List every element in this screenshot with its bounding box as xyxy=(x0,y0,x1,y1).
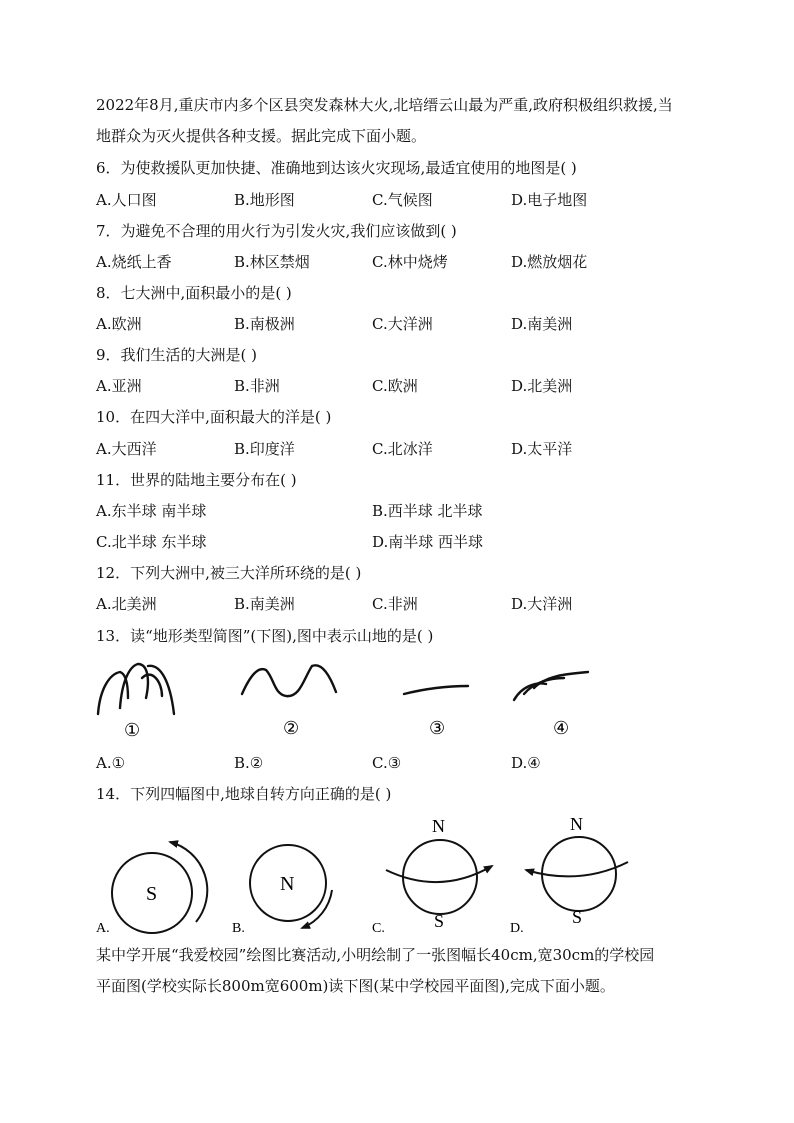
q7-option-c[interactable]: C.林中烧烤 xyxy=(372,253,448,271)
terrain-label-3: ③ xyxy=(429,718,446,738)
rotation-figure-b xyxy=(232,845,332,936)
passage-intro-line2: 地群众为灭火提供各种支援。据此完成下面小题。 xyxy=(96,127,427,145)
q6-option-d[interactable]: D.电子地图 xyxy=(511,191,588,209)
passage-intro-line1: 2022年8月,重庆市内多个区县突发森林大火,北培缙云山最为严重,政府积极组织救援,当 xyxy=(96,96,673,114)
q7-option-d[interactable]: D.燃放烟花 xyxy=(511,253,588,271)
terrain-hills-shape xyxy=(514,672,588,700)
question-13-stem: 13．读“地形类型简图”(下图),图中表示山地的是( ) xyxy=(96,627,434,645)
q13-option-b[interactable]: B.② xyxy=(234,754,264,772)
q12-option-b[interactable]: B.南美洲 xyxy=(234,595,295,613)
q8-option-d[interactable]: D.南美洲 xyxy=(511,315,573,333)
earth-rotation-figure xyxy=(90,810,650,940)
terrain-label-2: ② xyxy=(283,718,300,738)
q13-option-a[interactable]: A.① xyxy=(96,754,126,772)
q12-option-d[interactable]: D.大洋洲 xyxy=(511,595,573,613)
fig-d-letter: D. xyxy=(510,921,524,936)
q9-option-b[interactable]: B.非洲 xyxy=(234,377,280,395)
question-14-stem: 14．下列四幅图中,地球自转方向正确的是( ) xyxy=(96,785,392,803)
question-11-stem: 11．世界的陆地主要分布在( ) xyxy=(96,471,297,489)
q7-option-b[interactable]: B.林区禁烟 xyxy=(234,253,310,271)
terrain-mountain-shape xyxy=(98,664,174,714)
q8-option-c[interactable]: C.大洋洲 xyxy=(372,315,433,333)
q13-option-c[interactable]: C.③ xyxy=(372,754,402,772)
question-6-stem: 6．为使救援队更加快捷、准确地到达该火灾现场,最适宜使用的地图是( ) xyxy=(96,159,577,177)
terrain-types-figure xyxy=(90,656,610,746)
question-8-stem: 8．七大洲中,面积最小的是( ) xyxy=(96,284,292,302)
question-7-stem: 7．为避免不合理的用火行为引发火灾,我们应该做到( ) xyxy=(96,222,457,240)
q11-option-c[interactable]: C.北半球 东半球 xyxy=(96,533,207,551)
question-9-stem: 9．我们生活的大洲是( ) xyxy=(96,346,258,364)
fig-c-letter: C. xyxy=(372,921,385,936)
terrain-basin-shape xyxy=(242,665,336,696)
fig-b-center-label: N xyxy=(280,873,295,895)
q10-option-d[interactable]: D.太平洋 xyxy=(511,440,573,458)
fig-d-top-label: N xyxy=(570,814,583,834)
passage-outro-line1: 某中学开展“我爱校园”绘图比赛活动,小明绘制了一张图幅长40cm,宽30cm的学校园 xyxy=(96,946,655,964)
terrain-label-4: ④ xyxy=(553,718,570,738)
q7-option-a[interactable]: A.烧纸上香 xyxy=(96,253,172,271)
fig-c-top-label: N xyxy=(432,816,445,836)
fig-c-bottom-label: S xyxy=(434,911,445,931)
q8-option-a[interactable]: A.欧洲 xyxy=(96,315,142,333)
q6-option-a[interactable]: A.人口图 xyxy=(96,191,157,209)
q10-option-a[interactable]: A.大西洋 xyxy=(96,440,157,458)
q9-option-a[interactable]: A.亚洲 xyxy=(96,377,142,395)
q9-option-c[interactable]: C.欧洲 xyxy=(372,377,418,395)
q10-option-c[interactable]: C.北冰洋 xyxy=(372,440,433,458)
q10-option-b[interactable]: B.印度洋 xyxy=(234,440,295,458)
fig-a-center-label: S xyxy=(146,883,158,905)
question-12-stem: 12．下列大洲中,被三大洋所环绕的是( ) xyxy=(96,564,362,582)
rotation-figure-c xyxy=(372,816,492,936)
rotation-figure-a xyxy=(96,842,207,936)
q12-option-a[interactable]: A.北美洲 xyxy=(96,595,157,613)
fig-a-letter: A. xyxy=(96,921,110,936)
q11-option-b[interactable]: B.西半球 北半球 xyxy=(372,502,483,520)
terrain-plain-shape xyxy=(404,686,468,694)
q13-option-d[interactable]: D.④ xyxy=(511,754,541,772)
q12-option-c[interactable]: C.非洲 xyxy=(372,595,418,613)
question-10-stem: 10．在四大洋中,面积最大的洋是( ) xyxy=(96,408,332,426)
q6-option-c[interactable]: C.气候图 xyxy=(372,191,433,209)
q8-option-b[interactable]: B.南极洲 xyxy=(234,315,295,333)
terrain-label-1: ① xyxy=(124,720,141,740)
q11-option-a[interactable]: A.东半球 南半球 xyxy=(96,502,207,520)
rotation-figure-d xyxy=(510,814,628,936)
q9-option-d[interactable]: D.北美洲 xyxy=(511,377,573,395)
fig-d-bottom-label: S xyxy=(572,907,583,927)
q11-option-d[interactable]: D.南半球 西半球 xyxy=(372,533,484,551)
passage-outro-line2: 平面图(学校实际长800m宽600m)读下图(某中学校园平面图),完成下面小题。 xyxy=(96,977,615,995)
fig-b-letter: B. xyxy=(232,921,245,936)
q6-option-b[interactable]: B.地形图 xyxy=(234,191,295,209)
